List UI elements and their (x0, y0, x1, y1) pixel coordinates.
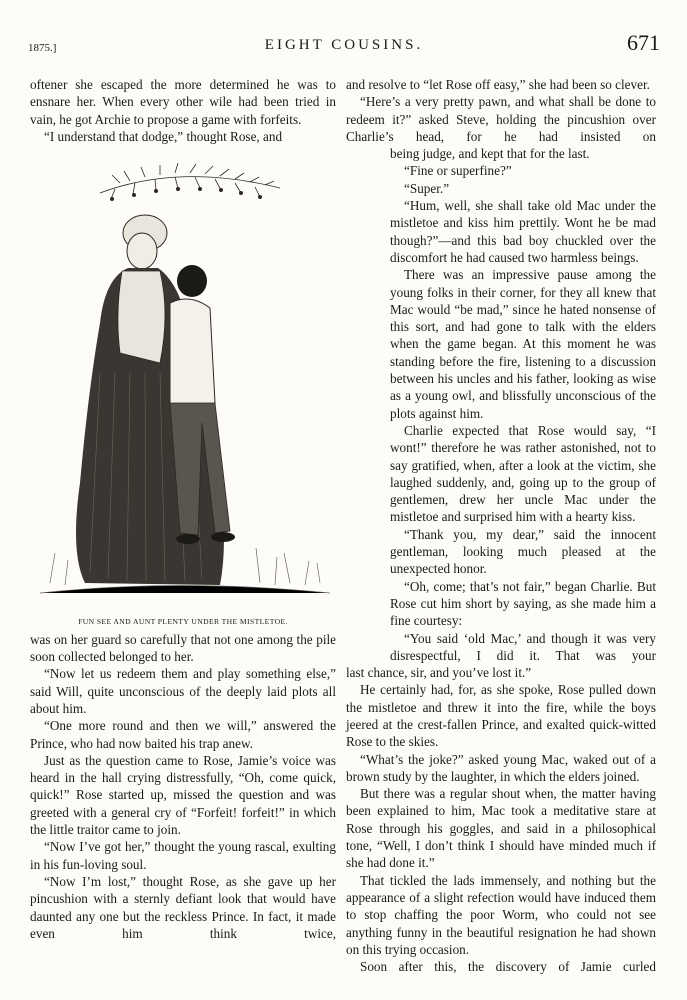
mistletoe-branch (100, 163, 280, 199)
paragraph: “Super.” (404, 180, 450, 196)
paragraph: Charlie expected that Rose would say, “I wont!” therefore he was rather astonished, not to say gratified, when, after a look at the victim, she laughed suddenly, and, going up to the group of gentlemen, drew her uncle Mac under the mistletoe and surprised him with a hearty kiss. (390, 422, 656, 525)
paragraph: and resolve to “let Rose off easy,” she had been so clever. (346, 77, 650, 92)
mistletoe-berries (110, 187, 262, 201)
mistletoe-illustration (30, 153, 336, 605)
paragraph: “You said ‘old Mac,’ and though it was very disrespectful, I did it. That was your (390, 630, 656, 663)
page-header (28, 28, 660, 58)
left-column (30, 76, 336, 942)
paragraph: Soon after this, the discovery of Jamie curled (360, 959, 656, 975)
paragraph: “Oh, come; that’s not fair,” began Charlie. But Rose cut him short by saying, as she made him a fine courtesy: (390, 578, 656, 629)
inset-text-block (390, 145, 656, 664)
paragraph: “What’s the joke?” asked young Mac, waked out of a brown study by the laughter, in which the elders joined. (346, 751, 656, 784)
paragraph: being judge, and kept that for the last. (390, 146, 590, 162)
paragraph: He certainly had, for, as she spoke, Rose pulled down the mistletoe and threw it into the fire, while the boys jeered at the crest-fallen Prince, and exalted quick-witted Rose to the skies. (346, 682, 656, 750)
paragraph: last chance, sir, and you’ve lost it.” (346, 665, 532, 681)
running-title: EIGHT COUSINS. (264, 37, 424, 53)
paragraph: Just as the question came to Rose, Jamie’s voice was heard in the hall crying distressfully, “Oh, come quick, quick!” Rose started up, missed the question and was greeted with a general cry of “Forfeit! forfeit!” in which the little traitor came to join. (30, 752, 336, 838)
paragraph: That tickled the lads immensely, and nothing but the appearance of a slight refection would have induced them to stop chaffing the poor Worm, who could not see anything funny in the beautiful resignation he had shown on this trying occasion. (346, 872, 656, 957)
page-number: 671 (627, 30, 660, 55)
paragraph: was on her guard so carefully that not one among the pile soon collected belonged to her. (30, 631, 336, 665)
paragraph: “Now I’m lost,” thought Rose, as she gave up her pincushion with a sternly defiant look that would have daunted any one but the reckless Prince. In fact, it made even him think twice, (30, 873, 336, 941)
paragraph: “Thank you, my dear,” said the innocent gentleman, looking much pleased at the unexpected honor. (390, 526, 656, 577)
paragraph: oftener she escaped the more determined he was to ensnare her. When every other wile had been tried in vain, he got Archie to propose a game with forfeits. (30, 77, 336, 127)
paragraph: “Here’s a very pretty pawn, and what shall be done to redeem it?” asked Steve, holding the pincushion over Charlie’s head, for he had insisted on (346, 94, 656, 144)
paragraph: There was an impressive pause among the young folks in their corner, for they all knew that Mac would “be mad,” since he hated nonsense of this sort, and had gone to talk with the elders when the game began. At this moment he was standing before the fire, listening to a discussion between his uncles and his father, looking as wise as a young owl, and blissfully unconscious of the plots against him. (390, 267, 656, 421)
paragraph: But there was a regular shout when, the matter having been explained to him, Mac took a meditative stare at Rose through his goggles, and said in a philosophical tone, “Well, I don’t think I should have minded much if she had done it.” (346, 786, 656, 871)
illustration-caption: FUN SEE AND AUNT PLENTY UNDER THE MISTLETOE. (78, 617, 288, 627)
paragraph: “Hum, well, she shall take old Mac under the mistletoe and kiss him prettily. Wont he be mad though?”—and this bad boy chuckled over the discomfort he had caused two harmless beings. (390, 198, 656, 265)
header-year: 1875.] (28, 42, 57, 54)
paragraph: “Now let us redeem them and play something else,” said Will, quite unconscious of the deeply laid plots all about him. (30, 666, 336, 716)
paragraph: “I understand that dodge,” thought Rose, and (44, 128, 283, 144)
paragraph: “Now I’ve got her,” thought the young rascal, exulting in his fun-loving soul. (30, 839, 336, 872)
right-column (346, 76, 656, 975)
paragraph: “One more round and then we will,” answered the Prince, who had now baited his trap anew. (30, 718, 336, 751)
paragraph: “Fine or superfine?” (404, 163, 512, 179)
